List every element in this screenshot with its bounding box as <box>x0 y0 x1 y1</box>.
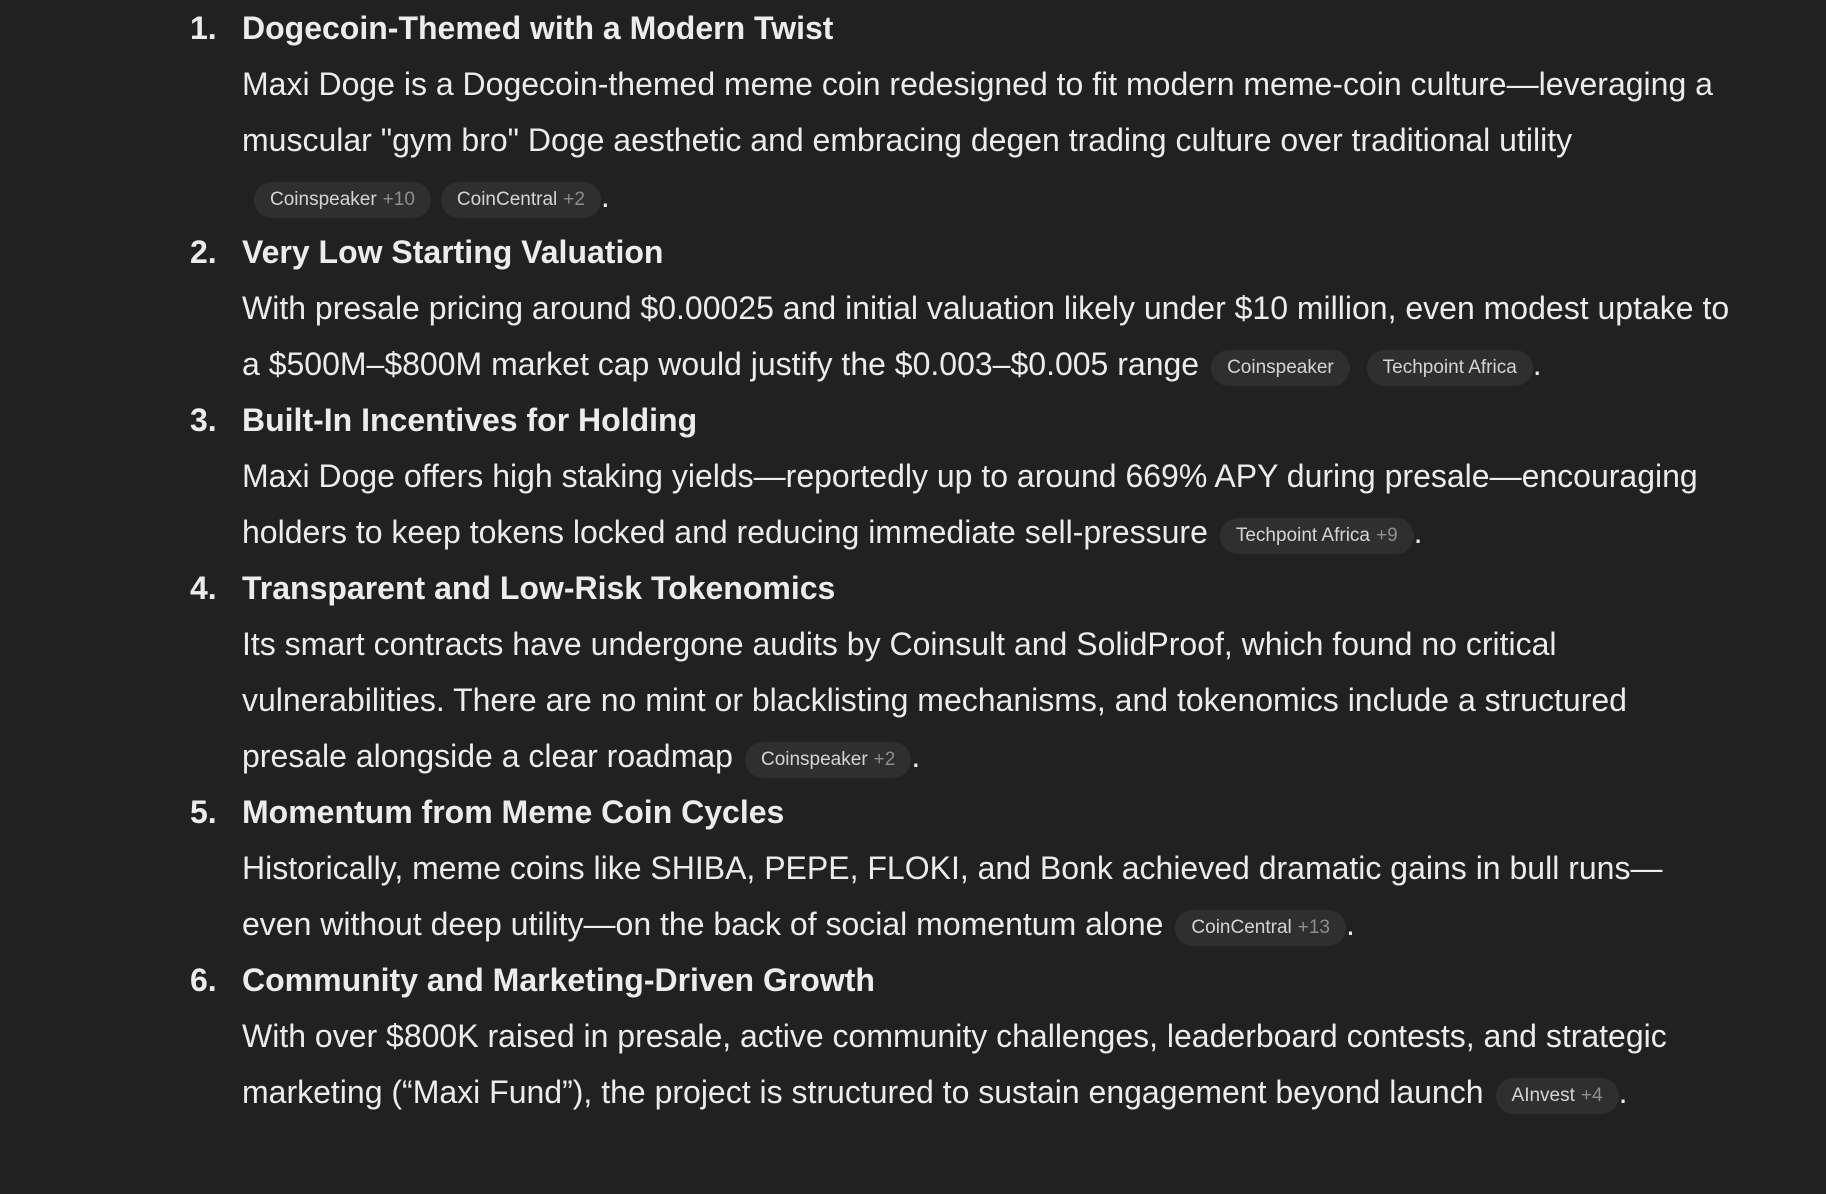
item-title: Dogecoin-Themed with a Modern Twist <box>242 10 834 46</box>
source-chip-label: Coinspeaker <box>760 749 868 770</box>
source-chip-count: +10 <box>382 189 415 210</box>
source-chip[interactable] <box>254 182 431 218</box>
item-text: With over $800K raised in presale, active community challenges, leaderboard contests, and strategic marketing (“Maxi Fund”), the project is structured to sustain engagement beyond launch <box>242 1018 1667 1110</box>
item-end-period: . <box>911 738 921 774</box>
item-text: Historically, meme coins like SHIBA, PEPE, FLOKI, and Bonk achieved dramatic gains in bull runs—even without deep utility—on the back of social momentum alone <box>242 850 1663 942</box>
item-end-period: . <box>600 178 610 214</box>
source-chip[interactable] <box>1220 518 1414 554</box>
source-chip-label: CoinCentral <box>1191 917 1292 938</box>
item-end-period: . <box>1532 346 1542 382</box>
source-chip-label: Techpoint Africa <box>1235 525 1370 546</box>
source-chip-count: +13 <box>1297 917 1330 938</box>
item-title: Community and Marketing-Driven Growth <box>242 962 875 998</box>
source-chip[interactable] <box>745 742 911 778</box>
source-chip[interactable] <box>1175 910 1346 946</box>
item-title: Built-In Incentives for Holding <box>242 402 698 438</box>
item-end-period: . <box>1345 906 1355 942</box>
source-chip-count: +2 <box>873 749 896 770</box>
source-chip-label: AInvest <box>1511 1085 1575 1106</box>
item-number: 6. <box>190 962 217 998</box>
item-text: Maxi Doge offers high staking yields—reportedly up to around 669% APY during presale—encouraging holders to keep tokens locked and reducing immediate sell-pressure <box>242 458 1698 550</box>
source-chip[interactable] <box>441 182 601 218</box>
source-chip[interactable] <box>1496 1078 1619 1114</box>
list-item <box>190 224 1730 392</box>
list-item <box>190 952 1730 1120</box>
item-number: 4. <box>190 570 217 606</box>
list-item <box>190 784 1730 952</box>
item-text: With presale pricing around $0.00025 and initial valuation likely under $10 million, even modest uptake to a $500M–$800M market cap would justify the $0.003–$0.005 range <box>242 290 1730 382</box>
item-text: Maxi Doge is a Dogecoin-themed meme coin redesigned to fit modern meme-coin culture—leveraging a muscular "gym bro" Doge aesthetic and embracing degen trading culture over traditional utility <box>242 66 1713 158</box>
list-item <box>190 0 1730 224</box>
item-number: 2. <box>190 234 217 270</box>
item-body <box>242 56 1730 224</box>
numbered-list <box>190 0 1730 1120</box>
source-chip-count: +4 <box>1580 1085 1603 1106</box>
item-body <box>242 616 1730 784</box>
item-number: 1. <box>190 10 217 46</box>
item-number: 3. <box>190 402 217 438</box>
item-number: 5. <box>190 794 217 830</box>
item-body <box>242 1008 1730 1120</box>
item-body <box>242 448 1730 560</box>
item-text: Its smart contracts have undergone audits by Coinsult and SolidProof, which found no critical vulnerabilities. There are no mint or blacklisting mechanisms, and tokenomics include a structured presale alongside a clear roadmap <box>242 626 1627 774</box>
list-item <box>190 392 1730 560</box>
item-end-period: . <box>1618 1074 1628 1110</box>
item-body <box>242 280 1730 392</box>
item-title: Very Low Starting Valuation <box>242 234 664 270</box>
source-chip[interactable] <box>1367 350 1533 386</box>
item-title: Transparent and Low-Risk Tokenomics <box>242 570 836 606</box>
source-chip-label: Coinspeaker <box>270 189 377 210</box>
source-chip-label: CoinCentral <box>456 189 558 210</box>
item-body <box>242 840 1730 952</box>
list-item <box>190 560 1730 784</box>
item-title: Momentum from Meme Coin Cycles <box>242 794 785 830</box>
item-end-period: . <box>1413 514 1423 550</box>
source-chip-label: Techpoint Africa <box>1382 357 1517 378</box>
source-chip-count: +9 <box>1376 525 1398 546</box>
source-chip[interactable] <box>1211 350 1350 386</box>
source-chip-label: Coinspeaker <box>1227 357 1334 378</box>
source-chip-count: +2 <box>563 189 585 210</box>
